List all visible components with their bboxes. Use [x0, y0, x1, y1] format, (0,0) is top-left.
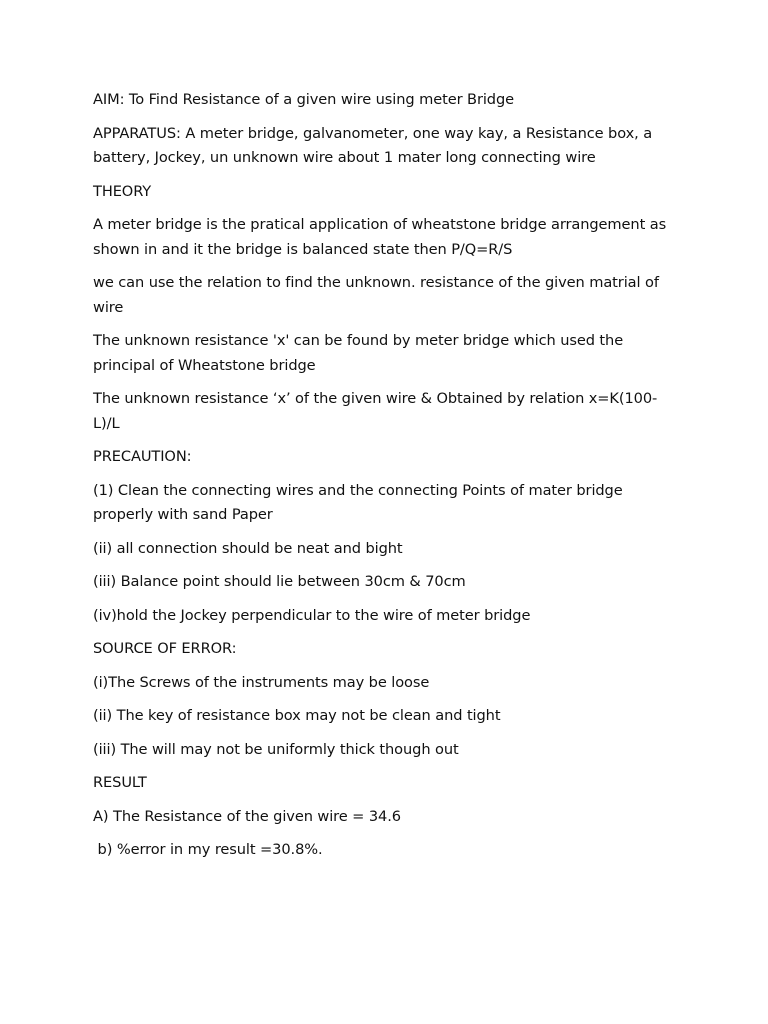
theory-paragraph-1: A meter bridge is the pratical application of wheatstone bridge arrangement as shown in and it the bridge is balanced state then P/Q=R/S	[93, 216, 671, 258]
document-page	[93, 88, 678, 872]
result-heading: RESULT	[93, 774, 147, 791]
error-item-2: (ii) The key of resistance box may not be clean and tight	[93, 707, 501, 724]
result-item-b: b) %error in my result =30.8%.	[93, 841, 323, 858]
aim-line: AIM: To Find Resistance of a given wire using meter Bridge	[93, 91, 515, 108]
error-item-1: (i)The Screws of the instruments may be loose	[93, 673, 430, 691]
precaution-item-3: (iii) Balance point should lie between 30cm & 70cm	[93, 573, 466, 590]
theory-paragraph-4: The unknown resistance ‘x’ of the given wire & Obtained by relation x=K(100-L)/L	[93, 390, 658, 432]
apparatus-paragraph: APPARATUS: A meter bridge, galvanometer, one way kay, a Resistance box, a battery, Jockey, un unknown wire about 1 mater long connecting wire	[93, 124, 657, 166]
source-of-error-heading: SOURCE OF ERROR:	[93, 640, 237, 657]
theory-paragraph-2: we can use the relation to find the unknown. resistance of the given matrial of wire	[93, 274, 664, 316]
theory-paragraph-3: The unknown resistance 'x' can be found by meter bridge which used the principal of Wheatstone bridge	[93, 332, 628, 374]
precaution-item-1: (1) Clean the connecting wires and the connecting Points of mater bridge properly with sand Paper	[93, 481, 628, 523]
precaution-item-2: (ii) all connection should be neat and bight	[93, 539, 403, 557]
precaution-item-4: (iv)hold the Jockey perpendicular to the wire of meter bridge	[93, 606, 531, 624]
theory-heading: THEORY	[93, 182, 152, 200]
error-item-3: (iii) The will may not be uniformly thick though out	[93, 740, 459, 758]
result-item-a: A) The Resistance of the given wire = 34.6	[93, 807, 401, 825]
precaution-heading: PRECAUTION:	[93, 448, 192, 465]
